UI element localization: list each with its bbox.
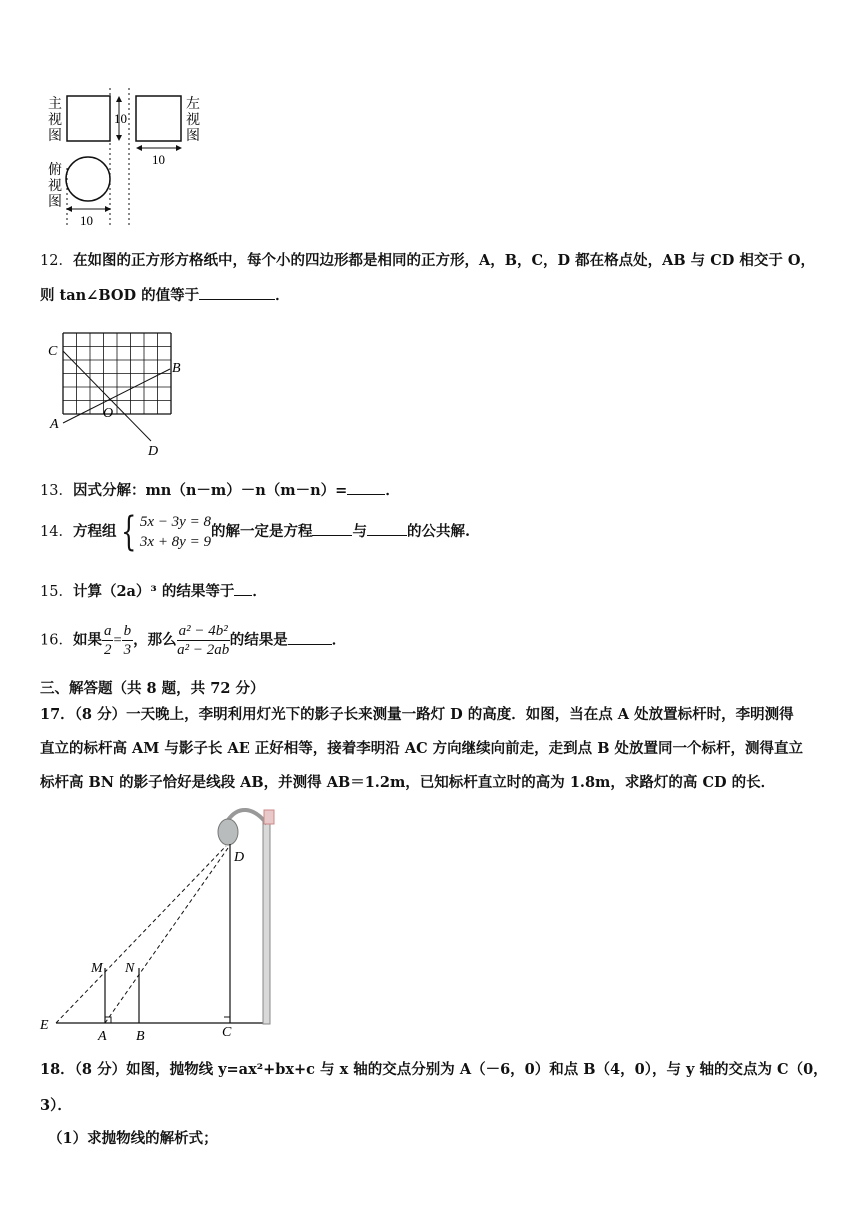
answer-blank-14b — [367, 521, 407, 536]
fraction-b-over-3: $\frac{b}{3}$ — [123, 623, 132, 658]
equation-2: 3x + 8y = 9 — [139, 534, 211, 550]
point-a-label-17: A — [98, 1029, 107, 1042]
answer-blank-15 — [234, 581, 252, 596]
question-12-line2: 则 tan∠BOD 的值等于 ． — [40, 287, 290, 304]
left-view-label-2: 视 — [186, 113, 200, 128]
answer-blank-12 — [199, 285, 275, 300]
top-width-dimension-text: 10 — [80, 213, 93, 228]
front-view-label-2: 视 — [48, 113, 62, 128]
top-view-label-1: 俯 — [48, 163, 62, 178]
question-16: 16．如果 $\frac{a}{2}$ = $\frac{b}{3}$ ，那么 $\frac{\text{a² − 4b²}}{\text{a² − 2ab}}$ 的结果是 ． — [40, 623, 347, 658]
question-18-line2: 3）． — [40, 1097, 72, 1114]
lamp-pole — [263, 822, 270, 1024]
point-d-label-17: D — [234, 850, 245, 865]
question-15: 15．计算（2a）³ 的结果等于 ． — [40, 583, 267, 600]
answer-blank-14a — [312, 521, 352, 536]
left-view-label-3: 图 — [186, 129, 200, 144]
question-18-line1: 18．（8 分）如图，抛物线 y=ax²+bx+c 与 x 轴的交点分别为 A（－6，0）和点 B（4，0），与 y 轴的交点为 C（0， — [40, 1061, 828, 1078]
point-b-label: B — [172, 361, 181, 376]
point-m-label: M — [91, 961, 103, 976]
left-view-square — [136, 96, 181, 141]
answer-blank-16 — [288, 630, 332, 645]
front-view-square — [67, 96, 110, 141]
top-view-label-2: 视 — [48, 179, 62, 194]
equation-system: { 5x − 3y = 8 3x + 8y = 9 — [121, 509, 211, 555]
height-dimension-text: 10 — [114, 111, 127, 126]
point-o-label: O — [103, 406, 114, 421]
point-a-label: A — [50, 417, 59, 432]
top-view-label-3: 图 — [48, 195, 62, 210]
front-view-label-3: 图 — [48, 129, 62, 144]
question-18-part1: （1）求抛物线的解析式； — [48, 1130, 218, 1147]
top-view-circle — [66, 157, 110, 201]
point-c-label-17: C — [222, 1025, 232, 1040]
lamp-head-mount — [264, 810, 274, 824]
question-12-line1: 12．在如图的正方形方格纸中，每个小的四边形都是相同的正方形，A，B，C，D 都在格点处，AB 与 CD 相交于 O， — [40, 252, 816, 269]
point-e-label: E — [40, 1018, 49, 1033]
lamp-globe — [218, 819, 238, 845]
light-ray-to-a — [105, 848, 228, 1023]
point-n-label: N — [125, 961, 135, 976]
left-view-label-1: 左 — [186, 97, 200, 112]
equation-1: 5x − 3y = 8 — [139, 514, 211, 530]
three-view-figure — [40, 88, 210, 230]
light-ray-to-e — [56, 846, 226, 1023]
fraction-a-over-2: $\frac{a}{2}$ — [103, 623, 112, 658]
street-light-figure — [38, 802, 288, 1042]
question-13: 13．因式分解：mn（n－m）－n（m－n）= ． — [40, 482, 400, 499]
fraction-expression: $\frac{\text{a² − 4b²}}{\text{a² − 2ab}}$ — [177, 623, 230, 658]
section-3-title: 三、解答题（共 8 题，共 72 分） — [40, 680, 265, 697]
line-ab — [63, 369, 170, 423]
front-view-label-1: 主 — [48, 97, 62, 112]
left-width-dimension-text: 10 — [152, 152, 165, 167]
answer-blank-13 — [347, 480, 385, 495]
point-b-label-17: B — [136, 1029, 145, 1042]
point-d-label: D — [148, 444, 159, 459]
grid-figure — [44, 325, 194, 460]
question-17: 17．（8 分）一天晚上，李明利用灯光下的影子长来测量一路灯 D 的高度．如图，当在点 A 处放置标杆时，李明测得 直立的标杆高 AM 与影子长 AE 正好相等，接着李明沿 AC 方向继续向前走，走到点 B 处放置同一个标杆，测得直立 标杆高 BN 的影子恰好是线段 AB，并测得 AB＝1.2m，已知标杆直立时的高为 1.8m，求路灯的高 CD 的长． — [40, 706, 804, 791]
point-c-label: C — [48, 344, 58, 359]
question-14: 14．方程组 { 5x − 3y = 8 3x + 8y = 9 的解一定是方程 与 的公共解. — [40, 509, 471, 555]
